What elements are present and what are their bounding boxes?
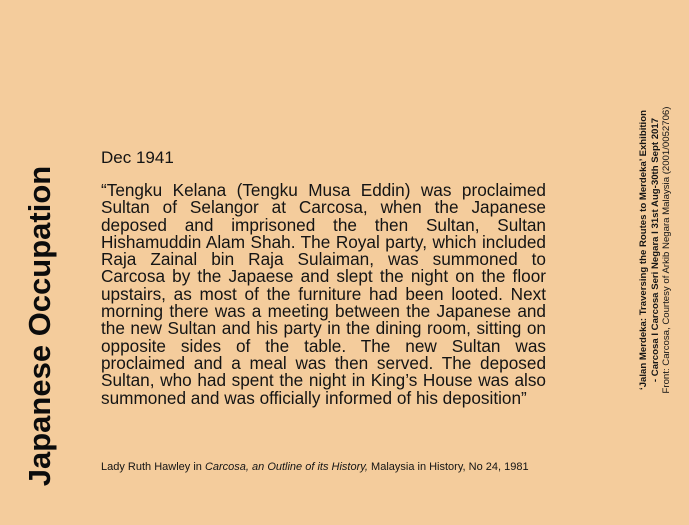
quote-text: “Tengku Kelana (Tengku Musa Eddin) was proclaimed Sultan of Selangor at Carcosa, when the Japanese deposed and imprisoned the then Sultan, Sultan Hishamuddin Alam Shah. The Royal party, which included Raja Zainal bin Raja Sulaiman, was summoned to Carcosa by the Japaese and slept the night on the floor upstairs, as most of the furniture had been looted. Next morning there was a meeting between the Japanese and the new Sultan and his party in the dining room, sitting on opposite sides of the table. The new Sultan was proclaimed and a meal was then served. The deposed Sultan, who had spent the night in King’s House was also summoned and was officially informed of his deposition” [101,180,546,408]
section-title: Japanese Occupation [22,165,57,487]
citation-author: Lady Ruth Hawley in [101,461,205,473]
credits-exhibition-title: ‘Jalan Merdeka: Traversing the Routes to Merdeka’ Exhibition [638,110,649,390]
credits-image-source: Front: Carcosa, Courtesy of Arkib Negara Malaysia (2001/0052706) [661,106,672,394]
citation-work: Carcosa, an Outline of its History, [204,461,368,473]
exhibition-credits [638,100,682,400]
credits-venue-dates: - Carcosa I Carcosa Seri Negara I 31st Aug-30th Sept 2017 [649,117,661,383]
citation-source: Malaysia in History, No 24, 1981 [367,461,529,473]
citation [101,460,571,474]
date-heading: Dec 1941 [101,148,174,167]
